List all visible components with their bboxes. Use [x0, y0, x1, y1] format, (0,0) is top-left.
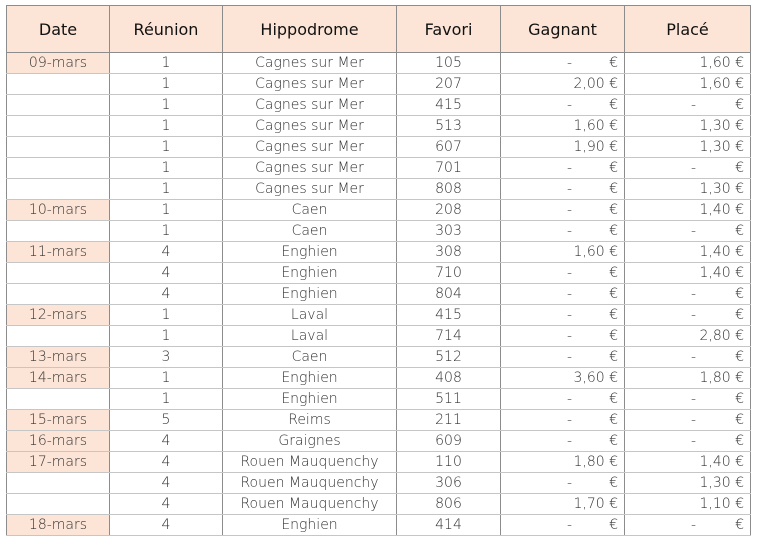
- cell-reunion: 1: [110, 368, 223, 389]
- table-row: [7, 347, 751, 368]
- empty-euro: €: [735, 433, 744, 449]
- cell-date: [7, 158, 110, 179]
- cell-reunion: 4: [110, 263, 223, 284]
- cell-place: [625, 284, 751, 305]
- cell-place: 1,40 €: [625, 200, 751, 221]
- cell-place: [625, 431, 751, 452]
- empty-euro: €: [609, 160, 618, 176]
- cell-gagnant: [501, 305, 625, 326]
- table-row: [7, 494, 751, 515]
- cell-reunion: 1: [110, 158, 223, 179]
- table-row: [7, 515, 751, 536]
- cell-reunion: 1: [110, 179, 223, 200]
- empty-euro: €: [609, 97, 618, 113]
- empty-dash: -: [691, 391, 697, 407]
- cell-place: [625, 305, 751, 326]
- cell-gagnant: 1,70 €: [501, 494, 625, 515]
- cell-date: [7, 473, 110, 494]
- cell-favori: 207: [397, 74, 501, 95]
- cell-hippodrome: Cagnes sur Mer: [223, 74, 397, 95]
- cell-gagnant: [501, 158, 625, 179]
- cell-date: [7, 494, 110, 515]
- cell-gagnant: [501, 179, 625, 200]
- table-row: [7, 74, 751, 95]
- cell-date: [7, 179, 110, 200]
- cell-hippodrome: Enghien: [223, 389, 397, 410]
- cell-favori: 208: [397, 200, 501, 221]
- header-reunion: Réunion: [110, 6, 223, 53]
- cell-gagnant: [501, 347, 625, 368]
- cell-reunion: 4: [110, 473, 223, 494]
- cell-hippodrome: Cagnes sur Mer: [223, 116, 397, 137]
- cell-hippodrome: Graignes: [223, 431, 397, 452]
- cell-date: 18-mars: [7, 515, 110, 536]
- cell-hippodrome: Rouen Mauquenchy: [223, 494, 397, 515]
- cell-reunion: 4: [110, 494, 223, 515]
- cell-date: [7, 326, 110, 347]
- empty-euro: €: [735, 412, 744, 428]
- cell-date: [7, 95, 110, 116]
- table-row: [7, 242, 751, 263]
- table-row: [7, 389, 751, 410]
- empty-euro: €: [609, 328, 618, 344]
- empty-dash: -: [567, 517, 573, 533]
- table-row: [7, 53, 751, 74]
- cell-reunion: 1: [110, 74, 223, 95]
- empty-euro: €: [735, 517, 744, 533]
- cell-gagnant: [501, 326, 625, 347]
- empty-dash: -: [691, 517, 697, 533]
- cell-reunion: 4: [110, 452, 223, 473]
- cell-hippodrome: Reims: [223, 410, 397, 431]
- empty-dash: -: [567, 433, 573, 449]
- cell-favori: 806: [397, 494, 501, 515]
- table-body: [7, 53, 751, 536]
- cell-hippodrome: Cagnes sur Mer: [223, 95, 397, 116]
- cell-place: 1,80 €: [625, 368, 751, 389]
- empty-dash: -: [567, 286, 573, 302]
- cell-favori: 306: [397, 473, 501, 494]
- cell-date: 09-mars: [7, 53, 110, 74]
- empty-euro: €: [609, 286, 618, 302]
- cell-favori: 513: [397, 116, 501, 137]
- cell-favori: 211: [397, 410, 501, 431]
- header-place: Placé: [625, 6, 751, 53]
- empty-dash: -: [691, 349, 697, 365]
- cell-hippodrome: Laval: [223, 305, 397, 326]
- header-hippodrome: Hippodrome: [223, 6, 397, 53]
- cell-reunion: 1: [110, 389, 223, 410]
- empty-dash: -: [567, 55, 573, 71]
- empty-dash: -: [691, 307, 697, 323]
- cell-favori: 408: [397, 368, 501, 389]
- cell-place: 1,10 €: [625, 494, 751, 515]
- cell-place: [625, 158, 751, 179]
- cell-hippodrome: Cagnes sur Mer: [223, 53, 397, 74]
- empty-euro: €: [609, 349, 618, 365]
- empty-dash: -: [567, 412, 573, 428]
- cell-place: 1,40 €: [625, 242, 751, 263]
- cell-gagnant: 1,80 €: [501, 452, 625, 473]
- cell-favori: 512: [397, 347, 501, 368]
- empty-euro: €: [735, 223, 744, 239]
- cell-reunion: 3: [110, 347, 223, 368]
- cell-place: [625, 515, 751, 536]
- cell-favori: 308: [397, 242, 501, 263]
- cell-reunion: 1: [110, 305, 223, 326]
- cell-place: 1,30 €: [625, 473, 751, 494]
- cell-place: 1,40 €: [625, 452, 751, 473]
- empty-dash: -: [691, 433, 697, 449]
- empty-dash: -: [567, 181, 573, 197]
- cell-hippodrome: Cagnes sur Mer: [223, 137, 397, 158]
- cell-date: [7, 263, 110, 284]
- cell-hippodrome: Cagnes sur Mer: [223, 179, 397, 200]
- cell-date: [7, 284, 110, 305]
- empty-euro: €: [609, 307, 618, 323]
- table-row: [7, 473, 751, 494]
- empty-euro: €: [735, 307, 744, 323]
- cell-hippodrome: Enghien: [223, 242, 397, 263]
- empty-euro: €: [735, 349, 744, 365]
- header-favori: Favori: [397, 6, 501, 53]
- empty-dash: -: [567, 160, 573, 176]
- table-row: [7, 284, 751, 305]
- header-row: [7, 6, 751, 53]
- cell-date: 15-mars: [7, 410, 110, 431]
- cell-gagnant: [501, 95, 625, 116]
- empty-euro: €: [609, 433, 618, 449]
- cell-reunion: 4: [110, 242, 223, 263]
- cell-reunion: 4: [110, 515, 223, 536]
- cell-hippodrome: Enghien: [223, 263, 397, 284]
- empty-euro: €: [609, 223, 618, 239]
- table-row: [7, 410, 751, 431]
- cell-hippodrome: Enghien: [223, 515, 397, 536]
- cell-favori: 110: [397, 452, 501, 473]
- cell-hippodrome: Enghien: [223, 284, 397, 305]
- empty-dash: -: [567, 328, 573, 344]
- cell-gagnant: [501, 389, 625, 410]
- cell-date: 11-mars: [7, 242, 110, 263]
- cell-reunion: 1: [110, 200, 223, 221]
- cell-favori: 607: [397, 137, 501, 158]
- table-row: [7, 116, 751, 137]
- empty-euro: €: [609, 517, 618, 533]
- cell-gagnant: [501, 263, 625, 284]
- cell-favori: 414: [397, 515, 501, 536]
- empty-euro: €: [609, 181, 618, 197]
- empty-dash: -: [567, 265, 573, 281]
- table-row: [7, 368, 751, 389]
- cell-gagnant: 3,60 €: [501, 368, 625, 389]
- cell-date: [7, 116, 110, 137]
- cell-favori: 710: [397, 263, 501, 284]
- header-date: Date: [7, 6, 110, 53]
- empty-dash: -: [567, 202, 573, 218]
- empty-dash: -: [691, 412, 697, 428]
- cell-hippodrome: Laval: [223, 326, 397, 347]
- cell-gagnant: 1,60 €: [501, 116, 625, 137]
- table-row: [7, 263, 751, 284]
- cell-date: 14-mars: [7, 368, 110, 389]
- cell-place: [625, 389, 751, 410]
- empty-euro: €: [609, 412, 618, 428]
- empty-dash: -: [567, 475, 573, 491]
- cell-date: [7, 389, 110, 410]
- cell-hippodrome: Caen: [223, 221, 397, 242]
- table-row: [7, 326, 751, 347]
- cell-gagnant: [501, 200, 625, 221]
- cell-gagnant: [501, 221, 625, 242]
- cell-hippodrome: Rouen Mauquenchy: [223, 452, 397, 473]
- cell-favori: 701: [397, 158, 501, 179]
- cell-gagnant: 1,60 €: [501, 242, 625, 263]
- empty-dash: -: [567, 97, 573, 113]
- cell-gagnant: [501, 473, 625, 494]
- cell-reunion: 1: [110, 53, 223, 74]
- empty-euro: €: [609, 55, 618, 71]
- cell-place: 1,30 €: [625, 179, 751, 200]
- empty-euro: €: [735, 160, 744, 176]
- cell-date: 12-mars: [7, 305, 110, 326]
- cell-favori: 804: [397, 284, 501, 305]
- empty-dash: -: [691, 160, 697, 176]
- cell-date: [7, 74, 110, 95]
- empty-euro: €: [735, 391, 744, 407]
- cell-favori: 105: [397, 53, 501, 74]
- table-row: [7, 200, 751, 221]
- cell-reunion: 1: [110, 221, 223, 242]
- cell-gagnant: [501, 431, 625, 452]
- empty-dash: -: [567, 349, 573, 365]
- cell-hippodrome: Caen: [223, 347, 397, 368]
- table-row: [7, 95, 751, 116]
- cell-reunion: 1: [110, 326, 223, 347]
- cell-place: [625, 221, 751, 242]
- empty-euro: €: [609, 202, 618, 218]
- cell-place: 1,60 €: [625, 53, 751, 74]
- cell-gagnant: [501, 53, 625, 74]
- cell-favori: 714: [397, 326, 501, 347]
- cell-place: [625, 347, 751, 368]
- cell-favori: 415: [397, 95, 501, 116]
- empty-euro: €: [609, 265, 618, 281]
- cell-date: 17-mars: [7, 452, 110, 473]
- empty-dash: -: [691, 286, 697, 302]
- cell-place: 1,40 €: [625, 263, 751, 284]
- empty-dash: -: [567, 223, 573, 239]
- results-table: [6, 5, 751, 536]
- cell-reunion: 1: [110, 95, 223, 116]
- table-row: [7, 431, 751, 452]
- table-row: [7, 452, 751, 473]
- cell-hippodrome: Enghien: [223, 368, 397, 389]
- empty-dash: -: [691, 223, 697, 239]
- cell-place: 1,60 €: [625, 74, 751, 95]
- cell-favori: 303: [397, 221, 501, 242]
- cell-reunion: 4: [110, 431, 223, 452]
- cell-gagnant: 1,90 €: [501, 137, 625, 158]
- cell-place: [625, 95, 751, 116]
- table-row: [7, 305, 751, 326]
- empty-dash: -: [567, 307, 573, 323]
- cell-place: 2,80 €: [625, 326, 751, 347]
- cell-date: 10-mars: [7, 200, 110, 221]
- cell-place: 1,30 €: [625, 116, 751, 137]
- empty-dash: -: [691, 97, 697, 113]
- cell-reunion: 1: [110, 116, 223, 137]
- table-row: [7, 158, 751, 179]
- cell-hippodrome: Rouen Mauquenchy: [223, 473, 397, 494]
- table-row: [7, 221, 751, 242]
- empty-euro: €: [735, 97, 744, 113]
- cell-date: 16-mars: [7, 431, 110, 452]
- cell-favori: 415: [397, 305, 501, 326]
- cell-date: 13-mars: [7, 347, 110, 368]
- empty-euro: €: [609, 391, 618, 407]
- cell-favori: 511: [397, 389, 501, 410]
- table-row: [7, 179, 751, 200]
- empty-euro: €: [609, 475, 618, 491]
- table-row: [7, 137, 751, 158]
- cell-gagnant: 2,00 €: [501, 74, 625, 95]
- cell-reunion: 5: [110, 410, 223, 431]
- cell-place: 1,30 €: [625, 137, 751, 158]
- cell-hippodrome: Caen: [223, 200, 397, 221]
- cell-hippodrome: Cagnes sur Mer: [223, 158, 397, 179]
- header-gagnant: Gagnant: [501, 6, 625, 53]
- cell-gagnant: [501, 284, 625, 305]
- cell-place: [625, 410, 751, 431]
- cell-gagnant: [501, 410, 625, 431]
- cell-date: [7, 137, 110, 158]
- cell-favori: 808: [397, 179, 501, 200]
- empty-euro: €: [735, 286, 744, 302]
- empty-dash: -: [567, 391, 573, 407]
- cell-gagnant: [501, 515, 625, 536]
- cell-reunion: 4: [110, 284, 223, 305]
- cell-date: [7, 221, 110, 242]
- cell-reunion: 1: [110, 137, 223, 158]
- cell-favori: 609: [397, 431, 501, 452]
